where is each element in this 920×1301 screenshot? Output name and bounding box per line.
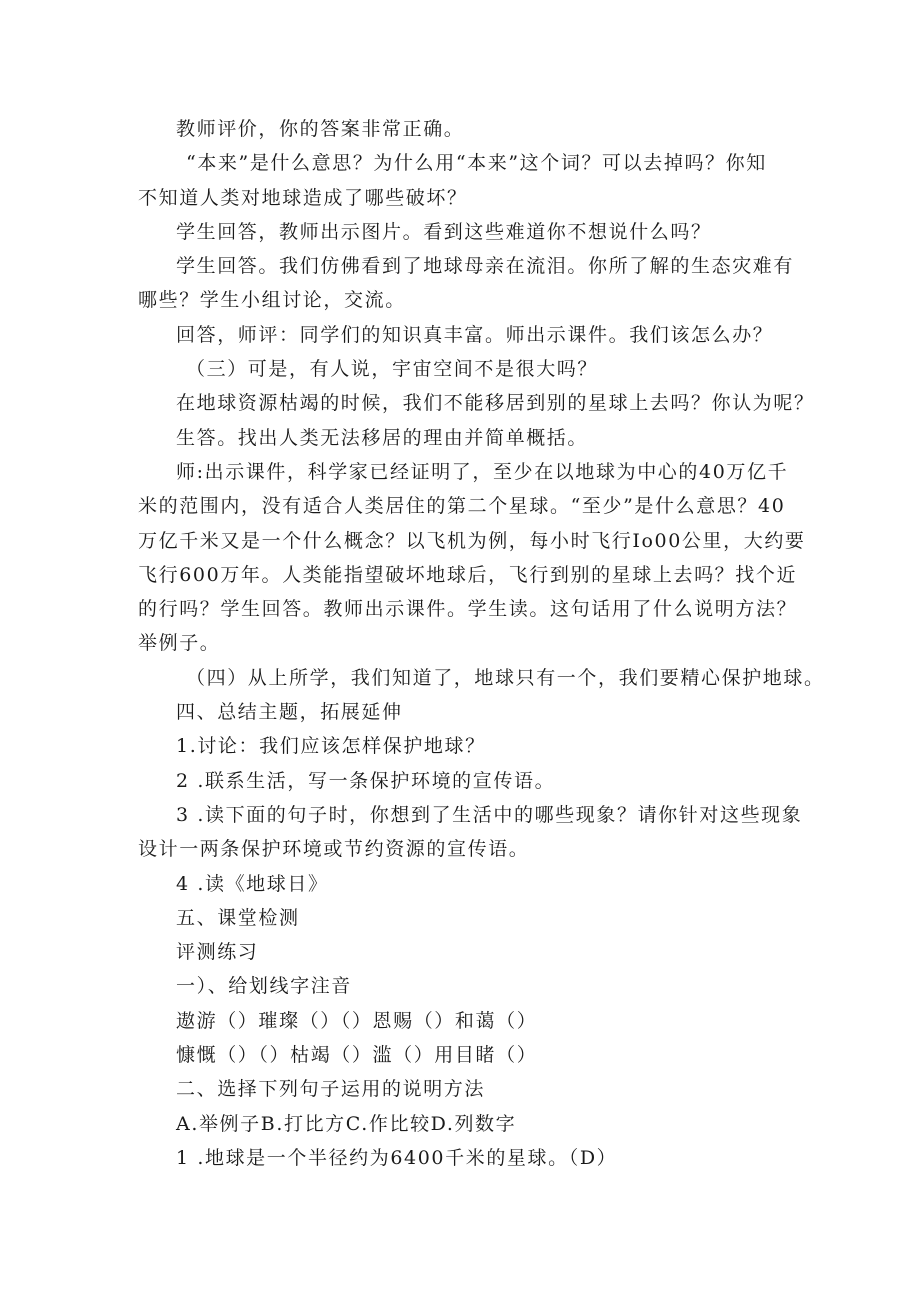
text-line: 师:出示课件，科学家已经证明了，至少在以地球为中心的40万亿千 (176, 460, 789, 483)
text-line: 评测练习 (176, 941, 259, 964)
text-line: 4 .读《地球日》 (176, 872, 329, 895)
text-line: 3 .读下面的句子时，你想到了生活中的哪些现象？请你针对这些现象 (176, 803, 803, 826)
text-line: 五、课堂检测 (176, 906, 300, 929)
text-line: 教师评价，你的答案非常正确。 (176, 118, 465, 140)
text-line: 举例子。 (138, 632, 221, 655)
text-line: 学生回答。我们仿佛看到了地球母亲在流泪。你所了解的生态灾难有 (176, 255, 795, 278)
text-line: 设计一两条保护环境或节约资源的宣传语。 (138, 838, 530, 861)
text-line: 慷慨（）（）枯竭（）滥（）用目睹（） (176, 1044, 538, 1067)
text-line: 米的范围内，没有适合人类居住的第二个星球。“至少”是什么意思？40 (138, 495, 786, 518)
text-line: “本来”是什么意思？为什么用“本来”这个词？可以去掉吗？你知 (186, 152, 767, 175)
document-body (138, 112, 825, 1175)
text-line: 飞行600万年。人类能指望破坏地球后，飞行到别的星球上去吗？找个近 (138, 563, 798, 586)
text-line: 哪些？学生小组讨论，交流。 (138, 289, 406, 312)
text-line: 1 .地球是一个半径约为6400千米的星球。（D） (176, 1146, 618, 1169)
text-line: 生答。找出人类无法移居的理由并简单概括。 (176, 426, 589, 449)
text-line: （三）可是，有人说，宇宙空间不是很大吗？ (186, 358, 599, 381)
text-line: 在地球资源枯竭的时候，我们不能移居到别的星球上去吗？你认为呢？ (176, 392, 815, 415)
text-line: 二、选择下列句子运用的说明方法 (176, 1078, 486, 1101)
text-line: 四、总结主题，拓展延伸 (176, 701, 403, 724)
text-line: 一）、给划线字注音 (176, 975, 352, 998)
text-line: 学生回答，教师出示图片。看到这些难道你不想说什么吗？ (176, 220, 712, 243)
text-line: 万亿千米又是一个什么概念？以飞机为例，每小时飞行Io00公里，大约要 (138, 529, 806, 552)
text-line: （四）从上所学，我们知道了，地球只有一个，我们要精心保护地球。 (186, 666, 825, 689)
text-line: 1.讨论：我们应该怎样保护地球？ (176, 735, 486, 758)
text-line: 的行吗？学生回答。教师出示课件。学生读。这句话用了什么说明方法？ (138, 598, 798, 621)
text-line: A.举例子B.打比方C.作比较D.列数字 (176, 1112, 517, 1135)
text-line: 遨游（）璀璨（）（）恩赐（）和蔼（） (176, 1009, 538, 1032)
text-line: 2 .联系生活，写一条保护环境的宣传语。 (176, 769, 556, 792)
text-line: 不知道人类对地球造成了哪些破坏？ (138, 186, 468, 209)
text-line: 回答，师评：同学们的知识真丰富。师出示课件。我们该怎么办？ (176, 323, 774, 346)
